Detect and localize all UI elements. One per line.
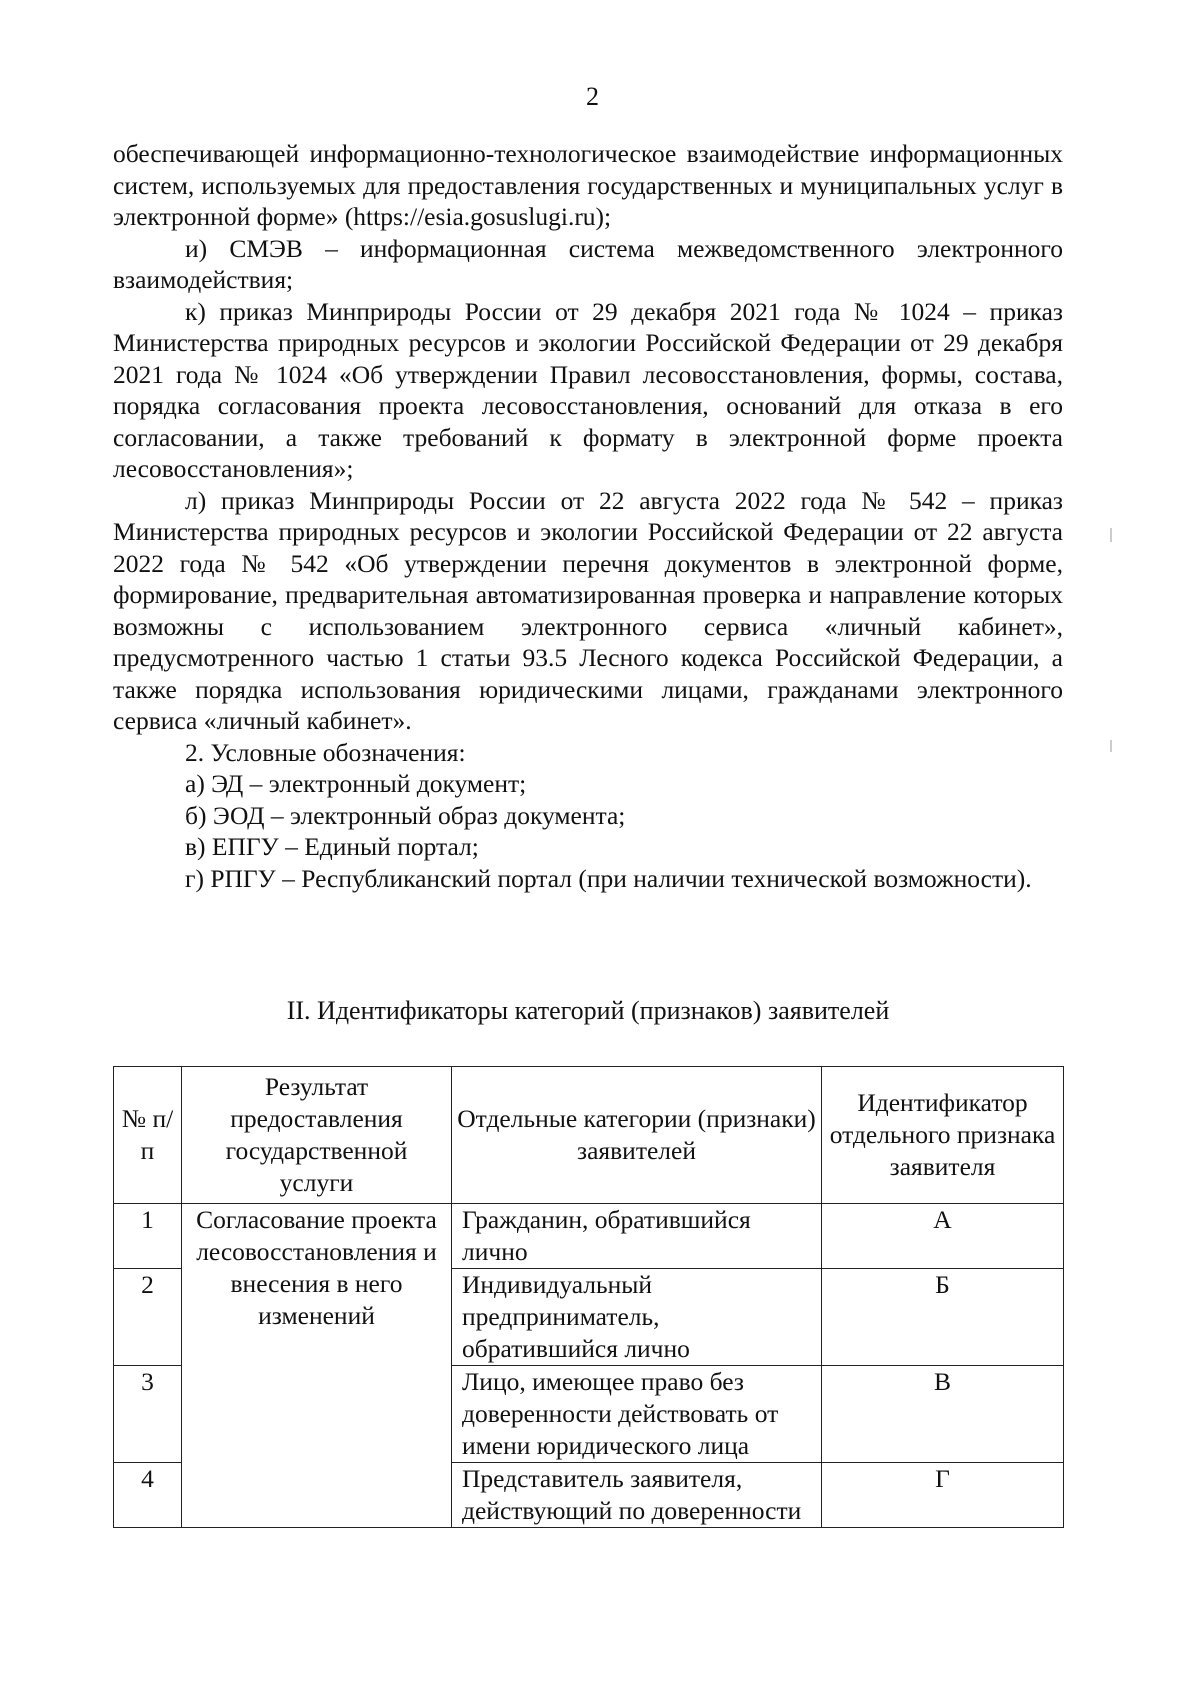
row-identifier: Г	[822, 1463, 1064, 1528]
paragraph-abbrev-ed: а) ЭД – электронный документ;	[185, 769, 527, 798]
applicant-categories-table	[113, 1066, 1064, 1528]
paragraph-smev: и) СМЭВ – информационная система межведомственного электронного взаимодействия;	[113, 233, 1063, 294]
paragraph-abbrev-epgu: в) ЕПГУ – Единый портал;	[185, 832, 479, 861]
paragraph-esia-continuation: обеспечивающей информационно-технологическое взаимодействие информационных систем, используемых для предоставления государственных и муниципальных услуг в электронной форме» (https://esia.gosuslugi.ru);	[113, 139, 1063, 231]
row-num: 2	[114, 1269, 182, 1366]
paragraph-order-1024: к) приказ Минприроды России от 29 декабря 2021 года № 1024 – приказ Министерства природных ресурсов и экологии Российской Федерации от 29 декабря 2021 года № 1024 «Об утверждении Правил лесовосстановления, формы, состава, порядка согласования проекта лесовосстановления, оснований для отказа в его согласовании, а также требований к формату в электронной форме проекта лесовосстановления»;	[113, 296, 1063, 483]
paragraph-abbreviations-title: 2. Условные обозначения:	[185, 737, 466, 767]
section-heading: II. Идентификаторы категорий (признаков) заявителей	[286, 996, 890, 1025]
row-category: Гражданин, обратившийся лично	[452, 1204, 822, 1269]
document-body	[113, 138, 1063, 894]
header-num: № п/п	[114, 1067, 182, 1204]
row-category: Индивидуальный предприниматель, обратившийся лично	[452, 1269, 822, 1366]
page-number: 2	[586, 82, 599, 111]
row-identifier: А	[822, 1204, 1064, 1269]
paragraph-abbrev-eod: б) ЭОД – электронный образ документа;	[185, 800, 626, 830]
row-category: Лицо, имеющее право без доверенности действовать от имени юридического лица	[452, 1366, 822, 1463]
header-identifier: Идентификатор отдельного признака заявителя	[822, 1067, 1064, 1204]
paragraph-order-542: л) приказ Минприроды России от 22 августа 2022 года № 542 – приказ Министерства природных ресурсов и экологии Российской Федерации от 22 августа 2022 года № 542 «Об утверждении перечня документов в электронной форме, формирование, предварительная автоматизированная проверка и направление которых возможны с использованием электронного сервиса «личный кабинет», предусмотренного частью 1 статьи 93.5 Лесного кодекса Российской Федерации, а также порядка использования юридическими лицами, гражданами электронного сервиса «личный кабинет».	[113, 485, 1063, 735]
row-num: 4	[114, 1463, 182, 1528]
row-category: Представитель заявителя, действующий по доверенности	[452, 1463, 822, 1528]
row-identifier: Б	[822, 1269, 1064, 1366]
scan-artifact-mark	[1110, 528, 1112, 542]
row-num: 1	[114, 1204, 182, 1269]
paragraph-abbrev-rpgu: г) РПГУ – Республиканский портал (при наличии технической возможности).	[185, 863, 1032, 893]
header-result: Результат предоставления государственной услуги	[182, 1067, 452, 1204]
scan-artifact-mark	[1110, 740, 1112, 752]
row-num: 3	[114, 1366, 182, 1463]
result-cell: Согласование проекта лесовосстановления и внесения в него изменений	[182, 1204, 452, 1528]
table-header-row	[114, 1067, 1064, 1204]
header-category: Отдельные категории (признаки) заявителей	[452, 1067, 822, 1204]
row-identifier: В	[822, 1366, 1064, 1463]
table-row	[114, 1204, 1064, 1269]
